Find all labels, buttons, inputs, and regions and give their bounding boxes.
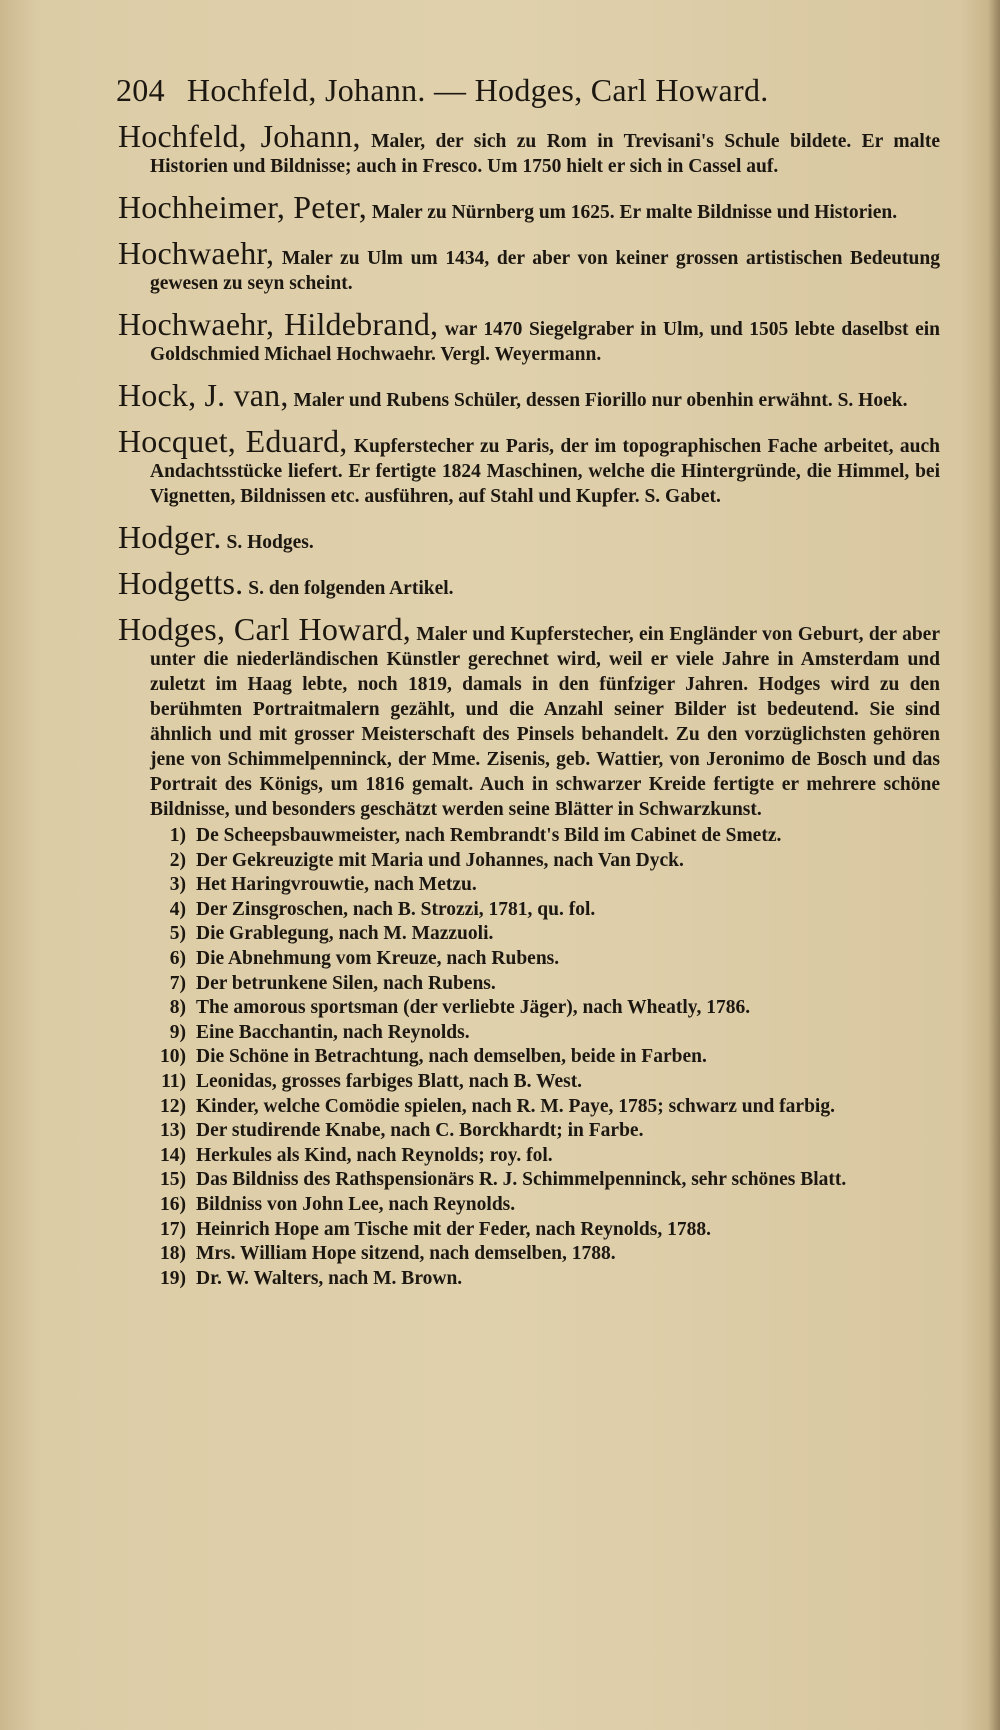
page-number: 204 bbox=[116, 72, 165, 108]
entry-headword: Hodger. bbox=[118, 519, 222, 555]
item-number: 19) bbox=[160, 1267, 186, 1289]
item-text: Het Haringvrouwtie, nach Metzu. bbox=[196, 874, 477, 896]
list-item bbox=[118, 824, 940, 849]
item-text: Der betrunkene Silen, nach Rubens. bbox=[196, 972, 496, 994]
entry-text: S. den folgenden Artikel. bbox=[243, 578, 454, 599]
list-item bbox=[118, 849, 940, 874]
item-number: 6) bbox=[169, 947, 186, 969]
entry-headword: Hocquet, Eduard, bbox=[118, 423, 348, 459]
item-number: 9) bbox=[169, 1021, 186, 1043]
entry-text: Maler und Rubens Schüler, dessen Fiorillo nur obenhin erwähnt. S. Hoek. bbox=[288, 390, 908, 411]
entry-hodges bbox=[118, 611, 940, 822]
item-text: Der studirende Knabe, nach C. Borckhardt; in Farbe. bbox=[196, 1120, 644, 1142]
item-text: Dr. W. Walters, nach M. Brown. bbox=[196, 1267, 463, 1289]
item-number: 5) bbox=[169, 923, 186, 945]
entry-headword: Hochfeld, Johann, bbox=[118, 118, 361, 154]
item-text: Die Schöne in Betrachtung, nach demselben, beide in Farben. bbox=[196, 1046, 707, 1068]
list-item bbox=[118, 1045, 940, 1070]
item-text: Die Abnehmung vom Kreuze, nach Rubens. bbox=[196, 947, 560, 969]
item-text: Bildniss von John Lee, nach Reynolds. bbox=[196, 1193, 516, 1215]
item-number: 17) bbox=[160, 1218, 186, 1240]
entry-hochwaehr-hildebrand bbox=[118, 306, 940, 367]
item-number: 3) bbox=[169, 874, 186, 896]
list-item bbox=[118, 1193, 940, 1218]
list-item bbox=[118, 1267, 940, 1292]
item-text: Eine Bacchantin, nach Reynolds. bbox=[196, 1021, 470, 1043]
entry-headword: Hodgetts. bbox=[118, 565, 244, 601]
list-item bbox=[118, 898, 940, 923]
works-list bbox=[118, 824, 940, 1291]
entry-headword: Hochwaehr, bbox=[118, 235, 275, 271]
item-number: 15) bbox=[160, 1169, 186, 1191]
item-text: Die Grablegung, nach M. Mazzuoli. bbox=[196, 923, 494, 945]
entry-hodger bbox=[118, 519, 940, 555]
list-item bbox=[118, 1119, 940, 1144]
item-number: 18) bbox=[160, 1243, 186, 1265]
list-item bbox=[118, 1021, 940, 1046]
running-header bbox=[116, 72, 876, 109]
list-item bbox=[118, 1095, 940, 1120]
item-text: Herkules als Kind, nach Reynolds; roy. fol. bbox=[196, 1144, 553, 1166]
entry-hock bbox=[118, 377, 940, 413]
item-text: Leonidas, grosses farbiges Blatt, nach B. West. bbox=[196, 1070, 583, 1092]
list-item bbox=[118, 873, 940, 898]
entry-hochheimer bbox=[118, 189, 940, 225]
entry-hocquet bbox=[118, 423, 940, 509]
item-text: Mrs. William Hope sitzend, nach demselben, 1788. bbox=[196, 1243, 616, 1265]
entry-text: war 1470 Siegelgraber in Ulm, und 1505 lebte daselbst ein Goldschmied Michael Hochwaehr. Vergl. Weyermann. bbox=[150, 319, 940, 365]
item-text: Der Zinsgroschen, nach B. Strozzi, 1781, qu. fol. bbox=[196, 898, 596, 920]
item-number: 13) bbox=[160, 1120, 186, 1142]
list-item bbox=[118, 996, 940, 1021]
entry-headword: Hodges, Carl Howard, bbox=[118, 611, 412, 647]
item-text: Das Bildniss des Rathspensionärs R. J. Schimmelpenninck, sehr schönes Blatt. bbox=[196, 1169, 847, 1191]
entry-headword: Hochheimer, Peter, bbox=[118, 189, 367, 225]
page-content bbox=[118, 118, 940, 1291]
list-item bbox=[118, 1168, 940, 1193]
item-number: 12) bbox=[160, 1095, 186, 1117]
list-item bbox=[118, 922, 940, 947]
item-number: 2) bbox=[169, 849, 186, 871]
entry-text: S. Hodges. bbox=[221, 532, 314, 553]
list-item bbox=[118, 947, 940, 972]
list-item bbox=[118, 1070, 940, 1095]
item-number: 7) bbox=[169, 972, 186, 994]
entry-text: Kupferstecher zu Paris, der im topographischen Fache arbeitet, auch Andachtsstücke liefert. Er fertigte 1824 Maschinen, welche die Hintergründe, die Himmel, bei Vignetten, Bildnissen etc. ausführen, auf Stahl und Kupfer. S. Gabet. bbox=[150, 436, 940, 507]
item-text: Der Gekreuzigte mit Maria und Johannes, nach Van Dyck. bbox=[196, 849, 684, 871]
entry-text: Maler und Kupferstecher, ein Engländer von Geburt, der aber unter die niederländischen Künstler gerechnet wird, weil er viele Jahre in Amsterdam und zuletzt im Haag lebte, noch 1819, damals in den fünfziger Jahren. Hodges wird zu den berühmten Portraitmalern gezählt, und die Anzahl seiner Bilder ist bedeutend. Sie sind ähnlich und mit grosser Meisterschaft des Pinsels behandelt. Zu den vorzüglichsten gehören jene von Schimmelpenninck, der Mme. Zisenis, geb. Wattier, von Jeronimo de Bosch und das Portrait des Königs, um 1816 gemalt. Auch in schwarzer Kreide fertigte er mehrere schöne Bildnisse, und besonders geschätzt werden seine Blätter in Schwarzkunst. bbox=[150, 624, 940, 820]
item-text: Kinder, welche Comödie spielen, nach R. M. Paye, 1785; schwarz und farbig. bbox=[196, 1095, 835, 1117]
entry-headword: Hock, J. van, bbox=[118, 377, 289, 413]
item-text: The amorous sportsman (der verliebte Jäger), nach Wheatly, 1786. bbox=[196, 997, 751, 1019]
item-number: 10) bbox=[160, 1046, 186, 1068]
item-text: De Scheepsbauwmeister, nach Rembrandt's Bild im Cabinet de Smetz. bbox=[196, 825, 782, 846]
item-number: 8) bbox=[169, 997, 186, 1019]
running-title: Hochfeld, Johann. — Hodges, Carl Howard. bbox=[186, 72, 769, 108]
list-item bbox=[118, 972, 940, 997]
entry-text: Maler zu Nürnberg um 1625. Er malte Bildnisse und Historien. bbox=[366, 202, 898, 223]
entry-text: Maler zu Ulm um 1434, der aber von keiner grossen artistischen Bedeutung gewesen zu seyn scheint. bbox=[150, 248, 940, 294]
entry-text: Maler, der sich zu Rom in Trevisani's Schule bildete. Er malte Historien und Bildnisse; auch in Fresco. Um 1750 hielt er sich in Cassel auf. bbox=[150, 131, 940, 177]
item-number: 1) bbox=[169, 825, 186, 846]
item-number: 16) bbox=[160, 1193, 186, 1215]
entry-hodgetts bbox=[118, 565, 940, 601]
item-text: Heinrich Hope am Tische mit der Feder, nach Reynolds, 1788. bbox=[196, 1218, 711, 1240]
item-number: 4) bbox=[169, 898, 186, 920]
item-number: 14) bbox=[160, 1144, 186, 1166]
entry-headword: Hochwaehr, Hildebrand, bbox=[118, 306, 439, 342]
entry-hochwaehr bbox=[118, 235, 940, 296]
list-item bbox=[118, 1218, 940, 1243]
list-item bbox=[118, 1242, 940, 1267]
list-item bbox=[118, 1144, 940, 1169]
item-number: 11) bbox=[161, 1070, 186, 1092]
entry-hochfeld bbox=[118, 118, 940, 179]
